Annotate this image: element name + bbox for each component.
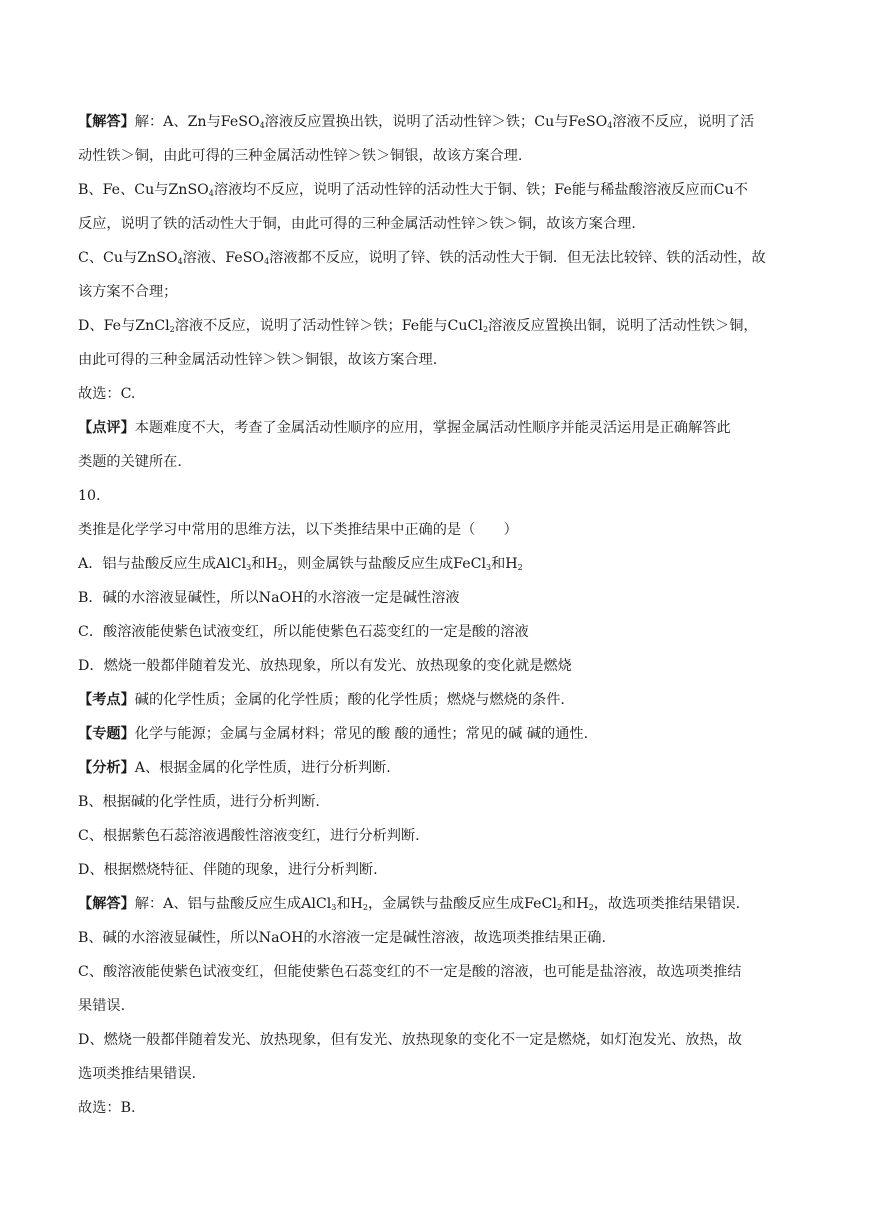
option-b: B．碱的水溶液显碱性，所以NaOH的水溶液一定是碱性溶液 xyxy=(78,590,460,606)
zhuanti-label: 【专题】 xyxy=(78,726,135,742)
zhuanti-line: 【专题】化学与能源；金属与金属材料；常见的酸 酸的通性；常见的碱 碱的通性. xyxy=(78,726,589,742)
jieda-label: 【解答】 xyxy=(78,896,135,912)
option-a: A．铝与盐酸反应生成AlCl$_3$和$H_2$，则金属铁与盐酸反应生成FeCl$_3$和$H_2$ xyxy=(78,556,523,572)
answer-line-5: C、Cu与ZnSO$_4$溶液、FeSO$_4$溶液都不反应，说明了锌、铁的活动性大于铜．但无法比较锌、铁的活动性，故 xyxy=(78,250,766,266)
fenxi-line-a: 【分析】A、根据金属的化学性质，进行分析判断. xyxy=(78,760,391,776)
jieda-line-d1: D、燃烧一般都伴随着发光、放热现象，但有发光、放热现象的变化不一定是燃烧，如灯泡发光、放热，故 xyxy=(78,1032,743,1048)
answer-line-4: 反应，说明了铁的活动性大于铜，由此可得的三种金属活动性锌＞铁＞铜，故该方案合理. xyxy=(78,216,636,232)
fenxi-line-d: D、根据燃烧特征、伴随的现象，进行分析判断. xyxy=(78,862,378,878)
option-c: C．酸溶液能使紫色试液变红，所以能使紫色石蕊变红的一定是酸的溶液 xyxy=(78,624,529,640)
option-d: D．燃烧一般都伴随着发光、放热现象，所以有发光、放热现象的变化就是燃烧 xyxy=(78,658,572,674)
answer-choice: 故选：C. xyxy=(78,386,136,402)
question-stem: 类推是化学学习中常用的思维方法，以下类推结果中正确的是（ ） xyxy=(78,522,518,538)
answer-label: 【解答】 xyxy=(78,114,135,130)
comment-line-1: 【点评】本题难度不大，考查了金属活动性顺序的应用，掌握金属活动性顺序并能灵活运用是正确解答此 xyxy=(78,420,731,436)
answer-line-6: 该方案不合理； xyxy=(78,284,178,300)
jieda-line-c1: C、酸溶液能使紫色试液变红，但能使紫色石蕊变红的不一定是酸的溶液，也可能是盐溶液，故选项类推结 xyxy=(78,964,742,980)
question-number: 10. xyxy=(78,488,101,504)
fenxi-line-c: C、根据紫色石蕊溶液遇酸性溶液变红，进行分析判断. xyxy=(78,828,420,844)
fenxi-line-b: B、根据碱的化学性质，进行分析判断. xyxy=(78,794,320,810)
answer-line-8: 由此可得的三种金属活动性锌＞铁＞铜银，故该方案合理. xyxy=(78,352,438,368)
jieda-line-c2: 果错误. xyxy=(78,998,126,1014)
kaodian-line: 【考点】碱的化学性质；金属的化学性质；酸的化学性质；燃烧与燃烧的条件. xyxy=(78,692,565,708)
answer-line-7: D、Fe与ZnCl$_2$溶液不反应，说明了活动性锌＞铁；Fe能与CuCl$_2$溶液反应置换出铜，说明了活动性铁＞铜， xyxy=(78,318,758,334)
fenxi-label: 【分析】 xyxy=(78,760,135,776)
answer-line-1: 【解答】解：A、Zn与FeSO$_4$溶液反应置换出铁，说明了活动性锌＞铁；Cu与FeSO$_4$溶液不反应，说明了活 xyxy=(78,114,755,130)
jieda-line-b: B、碱的水溶液显碱性，所以NaOH的水溶液一定是碱性溶液，故选项类推结果正确. xyxy=(78,930,607,946)
answer-line-2: 动性铁＞铜，由此可得的三种金属活动性锌＞铁＞铜银，故该方案合理. xyxy=(78,148,523,164)
jieda-line-a: 【解答】解：A、铝与盐酸反应生成AlCl$_3$和$H_2$，金属铁与盐酸反应生成FeCl$_2$和$H_2$，故选项类推结果错误. xyxy=(78,896,741,912)
comment-line-2: 类题的关键所在. xyxy=(78,454,182,470)
answer-final: 故选：B. xyxy=(78,1100,136,1116)
kaodian-label: 【考点】 xyxy=(78,692,135,708)
comment-label: 【点评】 xyxy=(78,420,135,436)
answer-line-3: B、Fe、Cu与ZnSO$_4$溶液均不反应，说明了活动性锌的活动性大于铜、铁；Fe能与稀盐酸溶液反应而Cu不 xyxy=(78,182,748,198)
jieda-line-d2: 选项类推结果错误. xyxy=(78,1066,197,1082)
